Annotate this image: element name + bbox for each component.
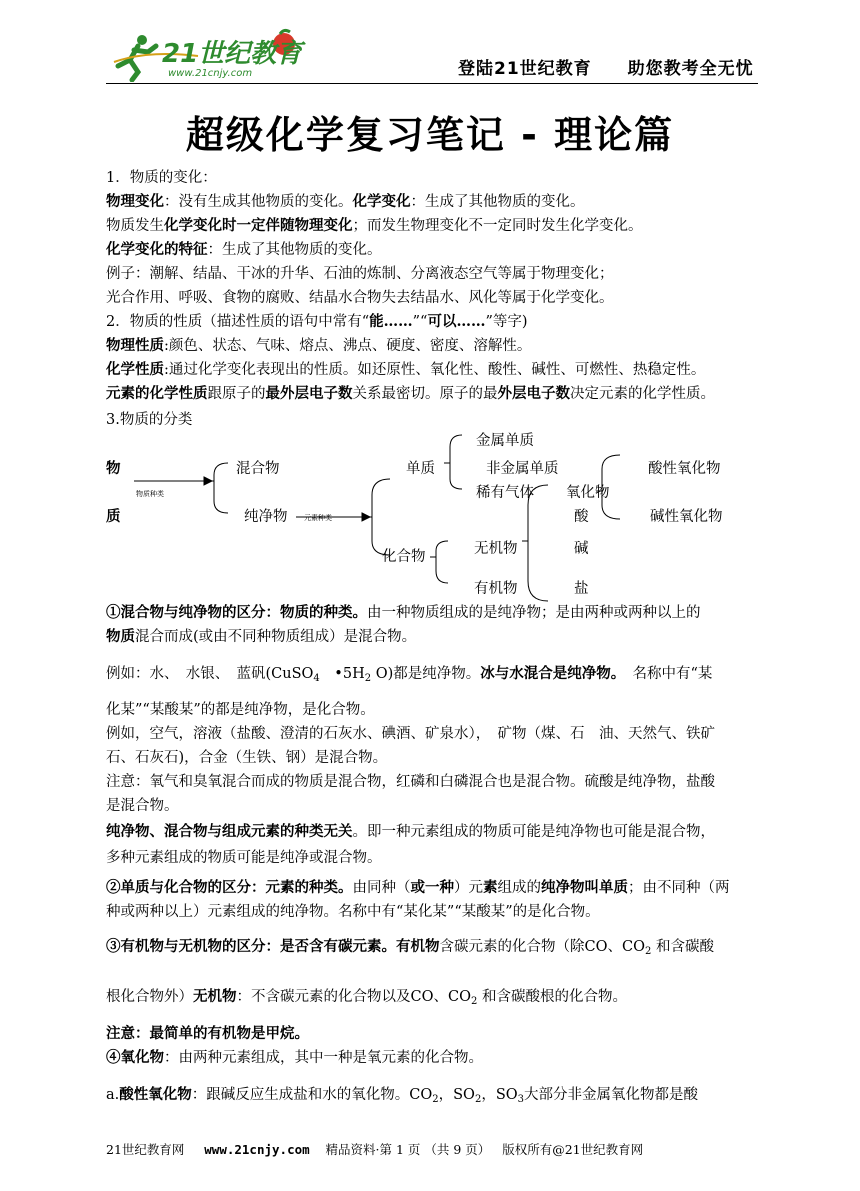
text-segment: 化某”“某酸某”的都是纯净物，是化合物。	[106, 702, 375, 718]
text-line	[106, 382, 715, 403]
diagram-compound: 化合物	[382, 549, 426, 565]
text-line	[106, 286, 614, 307]
text-segment: •5H	[319, 666, 365, 682]
text-segment: a.	[106, 1087, 120, 1103]
text-segment: 跟原子的	[207, 386, 266, 402]
text-line	[106, 722, 715, 743]
footer-url[interactable]: www.21cnjy.com	[204, 1142, 310, 1157]
text-segment: ：生成了其他物质的变化。	[207, 242, 382, 258]
text-segment: 化学变化	[352, 193, 411, 210]
text-line	[106, 310, 528, 331]
text-segment: ；而发生物理变化不一定同时发生化学变化。	[352, 218, 643, 234]
diagram-basic-oxide: 碱性氧化物	[650, 509, 723, 525]
text-segment: 决定元素的化学性质。	[570, 386, 715, 402]
text-segment: 2	[644, 946, 652, 957]
text-segment: 组成的	[497, 880, 541, 896]
text-line	[106, 985, 627, 1007]
text-segment: ：生成了其他物质的变化。	[410, 194, 585, 210]
text-segment: 石、石灰石)，合金（生铁、钢）是混合物。	[106, 750, 388, 766]
footer-page-info: 精品资料·第 1 页 （共 9 页）	[325, 1142, 491, 1157]
diagram-organic: 有机物	[474, 581, 518, 597]
text-segment: 例子：潮解、结晶、干冰的升华、石油的炼制、分离液态空气等属于物理变化；	[106, 266, 614, 282]
text-segment: 由同种（	[352, 880, 411, 896]
text-segment: ，SO	[481, 1087, 518, 1103]
text-segment: 物理性质	[106, 337, 164, 354]
text-segment: 4	[313, 673, 320, 684]
text-segment: 3	[517, 1094, 525, 1105]
text-segment: 化学变化时一定伴随物理变化	[164, 217, 353, 234]
footer-site: 21世纪教育网	[106, 1142, 185, 1157]
text-line	[106, 900, 600, 921]
text-segment: 元素的化学性质	[106, 385, 208, 402]
text-line	[106, 698, 375, 719]
diagram-metal: 金属单质	[476, 433, 534, 449]
text-segment: 或一种	[410, 879, 454, 896]
diagram-mixture: 混合物	[236, 461, 280, 477]
text-segment: 注意：氧气和臭氧混合而成的物质是混合物，红磷和白磷混合也是混合物。硫酸是纯净物，盐酸	[106, 774, 715, 790]
text-segment: 名称中有“某	[618, 666, 713, 682]
text-segment: 物质	[106, 628, 135, 645]
diagram-acid: 酸	[574, 509, 589, 525]
text-segment: :通过化学变化表现出的性质。如还原性、氧化性、酸性、碱性、可燃性、热稳定性。	[164, 362, 706, 378]
diagram-basis-element: 元素种类	[304, 514, 332, 522]
text-segment: 纯净物叫单质	[541, 879, 628, 896]
text-line	[106, 262, 614, 283]
diagram-basis-substance: 物质种类	[136, 490, 164, 498]
text-segment: 酸性氧化物	[119, 1086, 192, 1103]
text-segment: 多种元素组成的物质可能是纯净或混合物。	[106, 850, 382, 866]
text-segment: 3.物质的分类	[106, 412, 193, 428]
text-line	[106, 935, 714, 957]
text-segment: ：由两种元素组成，其中一种是氧元素的化合物。	[164, 1050, 483, 1066]
text-segment: 有机物	[396, 938, 440, 955]
text-segment: ）元	[454, 880, 483, 896]
diagram-inorganic: 无机物	[474, 541, 518, 557]
header-slogan: 登陆21世纪教育 助您教考全无忧	[458, 59, 754, 79]
diagram-noble-gas: 稀有气体	[476, 485, 534, 501]
text-line	[106, 190, 585, 211]
text-segment: 注意：最简单的有机物是甲烷。	[106, 1025, 309, 1042]
logo-text: 21世纪教育	[162, 39, 303, 69]
text-segment: 关系最密切。原子的最	[352, 386, 498, 402]
text-segment: ：没有生成其他物质的变化。	[164, 194, 353, 210]
text-segment: 化学性质	[106, 361, 164, 378]
text-line	[106, 214, 643, 235]
text-line	[106, 238, 382, 259]
text-line	[106, 846, 382, 867]
text-segment: 是混合物。	[106, 798, 179, 814]
text-segment: 。即一种元素组成的物质可能是纯净物也可能是混合物，	[352, 824, 715, 840]
page-title: 超级化学复习笔记 - 理论篇	[185, 113, 675, 157]
text-segment: ④氧化物	[106, 1049, 164, 1066]
text-segment: ：不含碳元素的化合物以及CO、CO	[236, 989, 471, 1005]
runner-icon	[108, 26, 308, 82]
diagram-pure: 纯净物	[244, 509, 288, 525]
footer	[106, 1140, 643, 1158]
text-segment: ；由不同种（两	[628, 880, 730, 896]
text-segment: 素	[483, 879, 498, 896]
text-segment: 含碳元素的化合物（除CO、CO	[439, 939, 645, 955]
text-segment: 能……	[369, 313, 413, 330]
text-segment: 和含碳酸	[651, 939, 714, 955]
text-segment: 2	[470, 996, 478, 1007]
text-segment: 1．物质的变化：	[106, 170, 217, 186]
diagram-label-zhi: 质	[106, 508, 121, 525]
text-segment: 种或两种以上）元素组成的纯净物。名称中有“某化某”“某酸某”的是化合物。	[106, 904, 600, 920]
text-segment: :颜色、状态、气味、熔点、沸点、硬度、密度、溶解性。	[164, 338, 532, 354]
text-segment: 2	[432, 1094, 439, 1105]
text-line	[106, 876, 730, 897]
text-line	[106, 1022, 309, 1043]
text-line	[106, 794, 179, 815]
text-segment: ：跟碱反应生成盐和水的氧化物。CO	[191, 1087, 433, 1103]
text-segment: ①混合物与纯净物的区分：物质的种类。	[106, 604, 367, 621]
diagram-nonmetal: 非金属单质	[486, 461, 559, 477]
text-segment: 例如，空气，溶液（盐酸、澄清的石灰水、碘酒、矿泉水）， 矿物（煤、石 油、天然气、铁矿	[106, 726, 715, 742]
text-segment: 2	[474, 1094, 482, 1105]
text-segment: 大部分非金属氧化物都是酸	[524, 1087, 699, 1103]
diagram-base: 碱	[574, 541, 589, 557]
footer-copyright: 版权所有@21世纪教育网	[502, 1142, 644, 1157]
text-segment: 物理变化	[106, 193, 164, 210]
text-segment: 最外层电子数	[265, 385, 353, 402]
text-segment: 根化合物外）	[106, 989, 193, 1005]
text-segment: ②单质与化合物的区分：元素的种类。	[106, 879, 353, 896]
text-segment: ③有机物与无机物的区分：是否含有碳元素。	[106, 938, 396, 955]
text-segment: ，SO	[438, 1087, 475, 1103]
text-line	[106, 770, 715, 791]
text-segment: 2．物质的性质（描述性质的语句中常有“	[106, 314, 370, 330]
text-line	[106, 820, 715, 841]
diagram-label-wu: 物	[106, 460, 121, 477]
text-segment: ”“	[412, 314, 428, 330]
classification-diagram	[100, 425, 760, 605]
text-line	[106, 334, 531, 355]
text-segment: 由一种物质组成的是纯净物；是由两种或两种以上的	[367, 605, 701, 621]
text-segment: 混合而成(或由不同种物质组成）是混合物。	[135, 629, 417, 645]
diagram-oxide: 氧化物	[566, 485, 610, 501]
text-line	[106, 1083, 698, 1105]
diagram-acidic-oxide: 酸性氧化物	[648, 461, 721, 477]
text-line	[106, 662, 712, 684]
text-segment: 光合作用、呼吸、食物的腐败、结晶水合物失去结晶水、风化等属于化学变化。	[106, 290, 614, 306]
text-segment: 物质发生	[106, 218, 164, 234]
text-segment: O)都是纯净物。	[371, 666, 481, 682]
text-segment: 可以……	[427, 313, 486, 330]
text-segment: 无机物	[193, 988, 237, 1005]
text-segment: 和含碳酸根的化合物。	[477, 989, 627, 1005]
diagram-salt: 盐	[574, 581, 589, 597]
text-line	[106, 625, 416, 646]
text-segment: 外层电子数	[497, 385, 570, 402]
text-line	[106, 358, 705, 379]
text-segment: 化学变化的特征	[106, 241, 208, 258]
text-segment: 冰与水混合是纯净物。	[480, 665, 619, 682]
text-segment: 例如：水、 水银、 蓝矾(CuSO	[106, 666, 314, 682]
diagram-element: 单质	[406, 461, 435, 477]
text-line	[106, 1046, 483, 1067]
text-line	[106, 746, 387, 767]
logo-url: www.21cnjy.com	[168, 68, 253, 79]
text-segment: 纯净物、混合物与组成元素的种类无关	[106, 823, 353, 840]
text-segment: ”等字)	[485, 314, 528, 330]
header-divider	[106, 83, 758, 84]
text-segment: 2	[364, 673, 372, 684]
text-line	[106, 166, 217, 187]
logo	[108, 26, 308, 82]
